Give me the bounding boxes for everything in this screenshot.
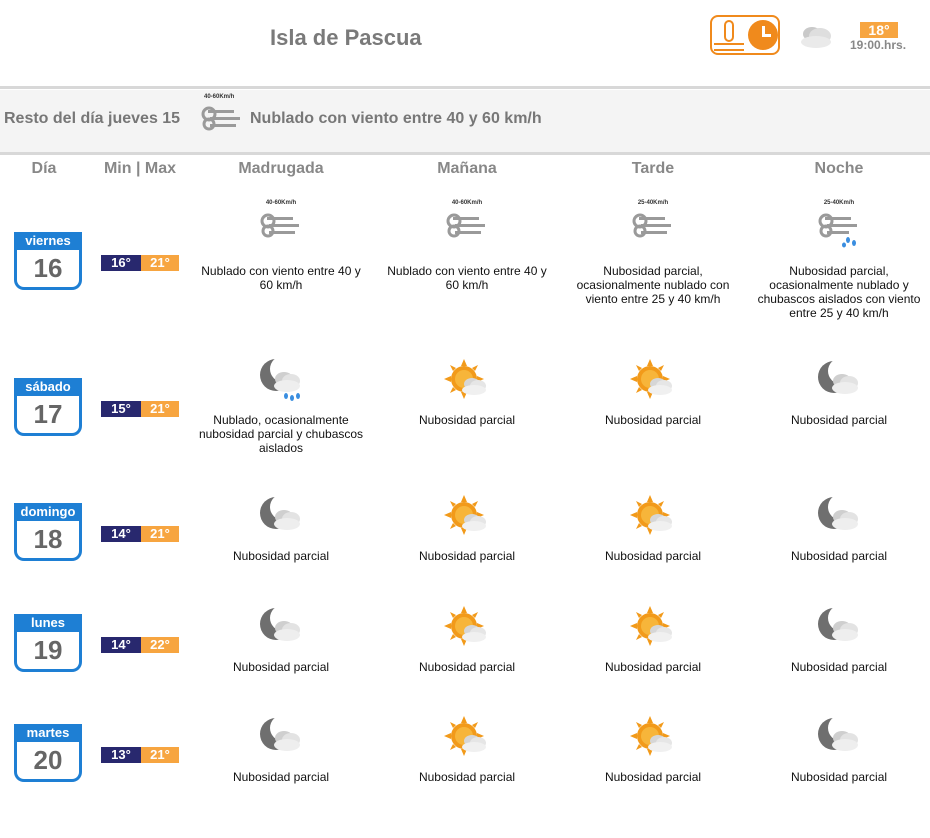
sun-cloud-icon	[628, 493, 678, 543]
moon-cloud-icon	[256, 604, 306, 654]
column-header-day: Día	[31, 160, 57, 177]
column-header-manana: Mañana	[437, 160, 497, 177]
min-temp: 14°	[101, 526, 141, 542]
day-number: 20	[14, 742, 82, 782]
wind-rain-icon	[814, 208, 864, 258]
thermometer-icon	[724, 20, 734, 42]
forecast-cell	[382, 200, 552, 292]
min-max-temperature	[101, 637, 181, 653]
min-max-temperature	[101, 401, 181, 417]
moon-cloud-icon	[814, 714, 864, 764]
divider	[0, 152, 930, 155]
forecast-description: Nubosidad parcial	[790, 413, 888, 427]
wind-cloud-icon	[442, 208, 492, 258]
sun-cloud-icon	[442, 604, 492, 654]
forecast-description: Nublado, ocasionalmente nubosidad parcial y chubascos aislados	[198, 413, 364, 455]
max-temp: 21°	[141, 401, 179, 417]
divider	[0, 86, 930, 89]
wind-cloud-icon	[628, 208, 678, 258]
forecast-cell	[382, 357, 552, 427]
sun-cloud-icon	[442, 714, 492, 764]
moon-rain-icon	[256, 357, 306, 407]
wind-speed-badge: 25-40Km/h	[823, 200, 855, 206]
sun-cloud-icon	[628, 714, 678, 764]
page-title: Isla de Pascua	[270, 25, 422, 50]
moon-cloud-icon	[256, 493, 306, 543]
rest-of-day-description: Nublado con viento entre 40 y 60 km/h	[250, 110, 542, 127]
forecast-cell	[382, 493, 552, 563]
moon-cloud-icon	[814, 357, 864, 407]
date-box	[14, 232, 82, 292]
sun-cloud-icon	[442, 357, 492, 407]
forecast-cell	[568, 714, 738, 784]
thermometer-clock-button[interactable]	[710, 15, 780, 55]
forecast-description: Nubosidad parcial, ocasionalmente nublado con viento entre 25 y 40 km/h	[576, 264, 730, 306]
forecast-description: Nubosidad parcial	[232, 660, 330, 674]
forecast-cell	[382, 604, 552, 674]
min-max-temperature	[101, 526, 181, 542]
day-name: domingo	[14, 503, 82, 521]
date-box	[14, 724, 82, 784]
cloud-icon	[798, 22, 834, 50]
forecast-cell	[754, 604, 924, 674]
forecast-cell	[196, 714, 366, 784]
forecast-cell	[568, 493, 738, 563]
forecast-cell	[382, 714, 552, 784]
min-max-temperature	[101, 255, 181, 271]
forecast-cell	[568, 200, 738, 306]
clock-icon	[748, 20, 778, 50]
forecast-description: Nubosidad parcial	[790, 770, 888, 784]
date-box	[14, 614, 82, 674]
forecast-cell	[196, 604, 366, 674]
moon-cloud-icon	[814, 493, 864, 543]
date-box	[14, 378, 82, 438]
forecast-description: Nubosidad parcial	[604, 660, 702, 674]
header	[0, 0, 930, 86]
forecast-description: Nubosidad parcial	[418, 660, 516, 674]
forecast-cell	[754, 714, 924, 784]
day-name: viernes	[14, 232, 82, 250]
day-number: 17	[14, 396, 82, 436]
sun-cloud-icon	[628, 604, 678, 654]
forecast-description: Nublado con viento entre 40 y 60 km/h	[387, 264, 547, 292]
forecast-cell	[196, 493, 366, 563]
day-number: 18	[14, 521, 82, 561]
column-header-minmax: Min | Max	[103, 160, 177, 177]
forecast-description: Nubosidad parcial	[232, 549, 330, 563]
day-number: 19	[14, 632, 82, 672]
forecast-description: Nubosidad parcial	[790, 549, 888, 563]
current-temperature: 18°	[860, 22, 898, 38]
max-temp: 22°	[141, 637, 179, 653]
min-max-temperature	[101, 747, 181, 763]
forecast-description: Nublado con viento entre 40 y 60 km/h	[201, 264, 361, 292]
wind-cloud-icon	[200, 94, 244, 138]
moon-cloud-icon	[814, 604, 864, 654]
day-name: lunes	[14, 614, 82, 632]
rest-of-day-label: Resto del día jueves 15	[4, 110, 181, 127]
forecast-description: Nubosidad parcial	[232, 770, 330, 784]
min-temp: 13°	[101, 747, 141, 763]
max-temp: 21°	[141, 747, 179, 763]
forecast-description: Nubosidad parcial	[604, 770, 702, 784]
wind-speed-badge: 25-40Km/h	[637, 200, 669, 206]
wind-speed-badge: 40-60Km/h	[451, 200, 483, 206]
forecast-description: Nubosidad parcial	[604, 413, 702, 427]
wind-speed-badge: 40-60Km/h	[265, 200, 297, 206]
forecast-cell	[754, 493, 924, 563]
min-temp: 16°	[101, 255, 141, 271]
moon-cloud-icon	[256, 714, 306, 764]
forecast-cell	[568, 604, 738, 674]
waves-icon	[714, 43, 744, 51]
forecast-cell	[568, 357, 738, 427]
wind-cloud-icon	[256, 208, 306, 258]
min-temp: 14°	[101, 637, 141, 653]
date-box	[14, 503, 82, 563]
forecast-description: Nubosidad parcial, ocasionalmente nublado y chubascos aislados con viento entre 25 y 40 km/h	[757, 264, 921, 320]
forecast-cell	[196, 200, 366, 292]
forecast-description: Nubosidad parcial	[604, 549, 702, 563]
forecast-cell	[196, 357, 366, 455]
max-temp: 21°	[141, 255, 179, 271]
sun-cloud-icon	[442, 493, 492, 543]
day-number: 16	[14, 250, 82, 290]
day-name: martes	[14, 724, 82, 742]
rest-of-day-bar	[0, 90, 930, 152]
column-header-noche: Noche	[814, 160, 864, 177]
forecast-description: Nubosidad parcial	[790, 660, 888, 674]
forecast-description: Nubosidad parcial	[418, 549, 516, 563]
min-temp: 15°	[101, 401, 141, 417]
current-time: 19:00.hrs.	[850, 38, 907, 52]
wind-speed-badge: 40-60Km/h	[204, 94, 235, 100]
day-name: sábado	[14, 378, 82, 396]
forecast-description: Nubosidad parcial	[418, 413, 516, 427]
forecast-cell	[754, 200, 924, 320]
sun-cloud-icon	[628, 357, 678, 407]
forecast-cell	[754, 357, 924, 427]
max-temp: 21°	[141, 526, 179, 542]
forecast-description: Nubosidad parcial	[418, 770, 516, 784]
column-header-tarde: Tarde	[631, 160, 675, 177]
column-header-madrugada: Madrugada	[238, 160, 324, 177]
